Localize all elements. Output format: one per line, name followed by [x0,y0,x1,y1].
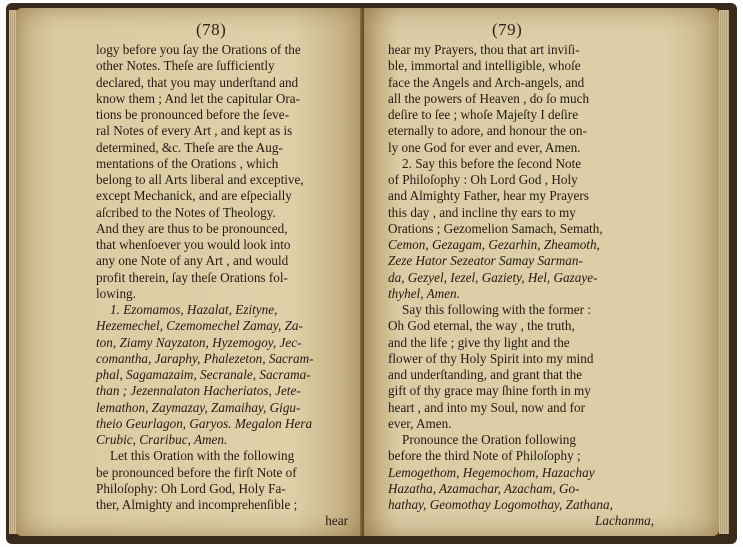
text-line: Oh God eternal, the way , the truth, [388,318,575,334]
text-line: mentations of the Orations , which [96,155,279,171]
text-line: lowing. [96,285,136,301]
text-line: that whenſoever you would look into [96,237,291,252]
text-line: and Almighty Father, hear my Prayers [388,188,589,204]
text-line: Cemon, Gezagam, Gezarhin, Zheamoth, [388,237,600,252]
text-line: profit therein, ſay theſe Orations fol- [96,269,288,285]
text-line: theio Geurlagon, Garyos. Megalon Hera [96,415,313,431]
text-line: Zeze Hator Sezeator Samay Sarman- [388,253,583,269]
right-page-text [388,42,654,530]
text-line: this day , and incline thy ears to my [388,204,576,220]
text-line: other Notes. Theſe are ſufficiently [96,58,275,74]
left-page-number: (78) [196,20,227,39]
text-line: aſcribed to the Notes of Theology. [96,204,276,220]
text-line: ral Notes of every Art , and kept as is [96,123,293,139]
text-line: ther, Almighty and incomprehenſible ; [96,497,298,512]
text-line: Orations ; Gezomelion Samach, Semath, [388,220,603,236]
text-line: before the third Note of Philoſophy ; [388,448,581,464]
text-line: be pronounced before the firſt Note of [96,464,297,480]
text-line: and the life ; give thy light and the [388,334,570,350]
right-page-edges [719,10,729,534]
text-line: belong to all Arts liberal and exceptive, [96,172,304,187]
text-line: any one Note of any Art , and would [96,253,289,269]
text-line: Hezemechel, Czemomechel Zamay, Za- [96,318,303,334]
text-line: ly one God for ever and ever, Amen. [388,139,581,155]
text-line: deſire to ſee ; whoſe Majeſty I deſire [388,107,579,122]
left-page [16,8,362,536]
text-line: heart , and into my Soul, now and for [388,399,586,415]
text-line: and underſtanding, and grant that the [388,367,583,382]
text-line: Let this Oration with the following [110,448,295,464]
text-line: phal, Sagamazaim, Secranale, Sacrama- [96,367,311,382]
text-line: know them ; And let the capitular Ora- [96,90,300,106]
text-line: lemathon, Zaymazay, Zamaihay, Gigu- [96,399,301,415]
text-line: gift of thy grace may ſhine forth in my [388,383,591,399]
text-line: Lemogethom, Hegemochom, Hazachay [388,464,595,480]
text-line: ever, Amen. [388,415,452,431]
text-line: tions be pronounced before the ſeve- [96,107,289,122]
text-line: Lachanma, [595,513,654,529]
text-line: comantha, Jaraphy, Phalezeton, Sacram- [96,350,314,366]
text-line: ble, immortal and intelligible, whoſe [388,58,581,74]
text-line: Hazatha, Azamachar, Azacham, Go- [388,480,580,496]
left-page-text [96,42,348,530]
text-line: determined, &c. Theſe are the Aug- [96,139,283,155]
text-line: face the Angels and Arch-angels, and [388,74,585,90]
text-line: Philoſophy: Oh Lord God, Holy Fa- [96,480,286,496]
text-line: except Mechanick, and are eſpecially [96,188,292,204]
text-line: 2. Say this before the ſecond Note [402,155,582,171]
text-line: 1. Ezomamos, Hazalat, Ezityne, [110,302,278,317]
text-line: flower of thy Holy Spirit into my mind [388,350,594,366]
text-line: da, Gezyel, Iezel, Gaziety, Hel, Gazaye- [388,269,598,285]
text-line: hear my Prayers, thou that art inviſi- [388,42,580,57]
text-line: all the powers of Heaven , do ſo much [388,90,590,106]
right-page-number: (79) [492,20,523,39]
text-line: eternally to adore, and honour the on- [388,123,587,139]
text-line: hathay, Geomothay Logomothay, Zathana, [388,497,613,512]
text-line: than ; Jezennalaton Hacheriatos, Jete- [96,383,301,399]
text-line: of Philoſophy : Oh Lord God , Holy [388,172,578,187]
text-line: ton, Ziamy Nayzaton, Hyzemogoy, Jec- [96,334,302,350]
text-line: Pronounce the Oration following [402,432,576,447]
text-line: And they are thus to be pronounced, [96,220,288,236]
text-line: logy before you ſay the Orations of the [96,42,301,57]
text-line: declared, that you may underſtand and [96,74,299,90]
text-line: hear [325,513,348,529]
text-line: Crubic, Craribuc, Amen. [96,432,228,447]
text-line: Say this following with the former : [402,302,591,317]
right-page [364,8,719,536]
text-line: thyhel, Amen. [388,285,460,301]
